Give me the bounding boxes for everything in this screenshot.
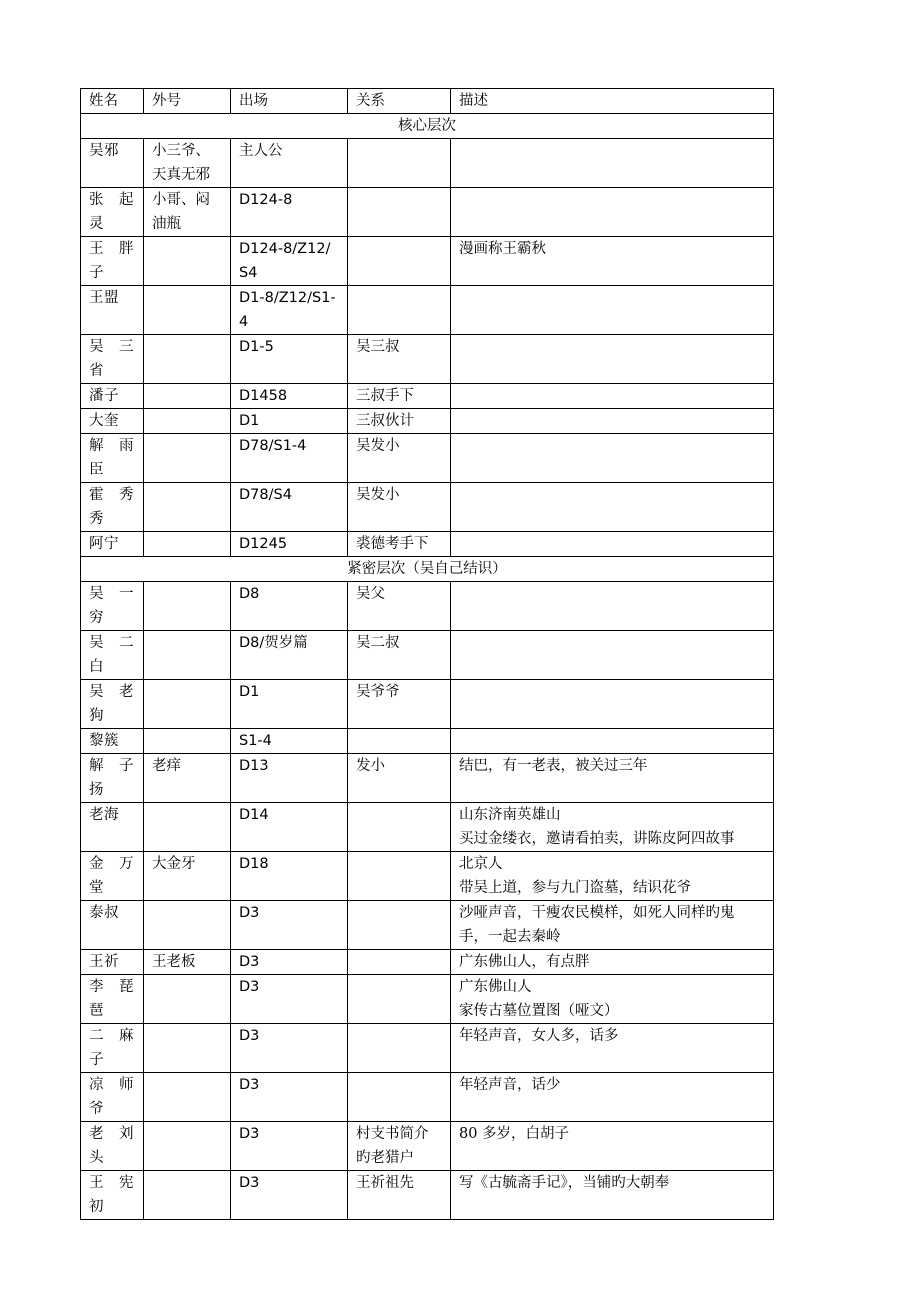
name-line: 头: [89, 1150, 104, 1166]
description-cell: [451, 680, 774, 729]
relation-cell: [348, 434, 451, 483]
alias-cell: [144, 286, 231, 335]
table-row: [81, 1073, 774, 1122]
appearance-cell: D3: [231, 975, 348, 1024]
description-line: 买过金缕衣，邀请看拍卖，讲陈皮阿四故事: [459, 831, 735, 847]
header-relation: 关系: [348, 89, 451, 114]
header-alias: 外号: [144, 89, 231, 114]
relation-cell: [348, 483, 451, 532]
description-cell: [451, 1073, 774, 1122]
name-line: 王 宪: [89, 1175, 134, 1191]
section-row: [81, 557, 774, 582]
name-line: 黎簇: [89, 733, 119, 749]
appearance-cell: D13: [231, 754, 348, 803]
name-line: 吴 老: [89, 684, 134, 700]
description-cell: [451, 188, 774, 237]
relation-line: 吴发小: [356, 438, 400, 454]
description-cell: [451, 335, 774, 384]
name-line: 爷: [89, 1101, 104, 1117]
table-row: [81, 754, 774, 803]
description-line: 年轻声音，女人多，话多: [459, 1028, 619, 1044]
alias-line: 小三爷、: [152, 143, 210, 159]
table-row: [81, 729, 774, 754]
name-cell: [81, 975, 144, 1024]
alias-line: 小哥、闷: [152, 192, 210, 208]
relation-cell: [348, 188, 451, 237]
appearance-cell: D1: [231, 680, 348, 729]
name-cell: [81, 1073, 144, 1122]
name-cell: [81, 532, 144, 557]
alias-cell: [144, 1024, 231, 1073]
alias-cell: [144, 188, 231, 237]
description-line: 年轻声音，话少: [459, 1077, 561, 1093]
name-line: 王盟: [89, 290, 119, 306]
description-line: 家传古墓位置图（哑文）: [459, 1003, 619, 1019]
table-row: [81, 582, 774, 631]
table-row: [81, 1024, 774, 1073]
appearance-cell: D1458: [231, 384, 348, 409]
table-row: [81, 335, 774, 384]
table-row: [81, 434, 774, 483]
header-description: 描述: [451, 89, 774, 114]
appearance-cell: D3: [231, 1122, 348, 1171]
name-line: 秀: [89, 511, 104, 527]
description-line: 手，一起去秦岭: [459, 929, 561, 945]
relation-cell: [348, 335, 451, 384]
relation-cell: [348, 384, 451, 409]
description-cell: [451, 729, 774, 754]
description-cell: [451, 950, 774, 975]
appearance-cell: D124-8/Z12/S4: [231, 237, 348, 286]
name-line: 二 麻: [89, 1028, 134, 1044]
relation-cell: [348, 139, 451, 188]
name-line: 初: [89, 1199, 104, 1215]
name-cell: [81, 680, 144, 729]
description-line: 广东佛山人，有点胖: [459, 954, 590, 970]
relation-line: 裘德考手下: [356, 536, 429, 552]
name-cell: [81, 286, 144, 335]
alias-line: 王老板: [152, 954, 196, 970]
alias-cell: [144, 139, 231, 188]
name-line: 灵: [89, 216, 104, 232]
name-line: 扬: [89, 782, 104, 798]
name-cell: [81, 803, 144, 852]
description-cell: [451, 1024, 774, 1073]
alias-cell: [144, 852, 231, 901]
relation-cell: [348, 852, 451, 901]
description-cell: [451, 631, 774, 680]
name-line: 子: [89, 1052, 104, 1068]
alias-cell: [144, 483, 231, 532]
alias-cell: [144, 729, 231, 754]
appearance-cell: D8: [231, 582, 348, 631]
description-cell: [451, 286, 774, 335]
name-line: 吴 一: [89, 586, 134, 602]
relation-line: 三叔伙计: [356, 413, 414, 429]
description-cell: [451, 434, 774, 483]
appearance-cell: D1245: [231, 532, 348, 557]
name-line: 堂: [89, 880, 104, 896]
description-cell: [451, 1171, 774, 1220]
appearance-cell: D1: [231, 409, 348, 434]
description-line: 漫画称王霸秋: [459, 241, 546, 257]
relation-cell: [348, 286, 451, 335]
alias-cell: [144, 384, 231, 409]
description-cell: [451, 803, 774, 852]
description-cell: [451, 483, 774, 532]
description-cell: [451, 852, 774, 901]
alias-cell: [144, 950, 231, 975]
name-cell: [81, 139, 144, 188]
table-row: [81, 188, 774, 237]
alias-cell: [144, 409, 231, 434]
relation-cell: [348, 950, 451, 975]
description-line: 广东佛山人: [459, 979, 532, 995]
alias-cell: [144, 631, 231, 680]
appearance-cell: D78/S4: [231, 483, 348, 532]
description-cell: [451, 139, 774, 188]
table-row: [81, 680, 774, 729]
alias-cell: [144, 582, 231, 631]
appearance-cell: D124-8: [231, 188, 348, 237]
relation-cell: [348, 1073, 451, 1122]
appearance-cell: D1-5: [231, 335, 348, 384]
alias-cell: [144, 1122, 231, 1171]
relation-cell: [348, 409, 451, 434]
name-line: 王祈: [89, 954, 119, 970]
name-cell: [81, 631, 144, 680]
relation-cell: [348, 631, 451, 680]
name-line: 李 琵: [89, 979, 134, 995]
alias-cell: [144, 901, 231, 950]
appearance-cell: S1-4: [231, 729, 348, 754]
relation-cell: [348, 803, 451, 852]
name-line: 吴邪: [89, 143, 119, 159]
name-cell: [81, 188, 144, 237]
description-cell: [451, 901, 774, 950]
alias-cell: [144, 803, 231, 852]
name-cell: [81, 950, 144, 975]
name-cell: [81, 237, 144, 286]
alias-cell: [144, 680, 231, 729]
name-cell: [81, 1171, 144, 1220]
name-cell: [81, 1122, 144, 1171]
header-name: 姓名: [81, 89, 144, 114]
name-cell: [81, 754, 144, 803]
name-cell: [81, 729, 144, 754]
appearance-cell: 主人公: [231, 139, 348, 188]
alias-line: 油瓶: [152, 216, 181, 232]
description-line: 结巴，有一老表，被关过三年: [459, 758, 648, 774]
table-row: [81, 139, 774, 188]
description-cell: [451, 409, 774, 434]
alias-cell: [144, 1073, 231, 1122]
alias-cell: [144, 1171, 231, 1220]
table-row: [81, 384, 774, 409]
header-appearance: 出场: [231, 89, 348, 114]
name-line: 省: [89, 363, 104, 379]
table-row: [81, 286, 774, 335]
description-cell: [451, 1122, 774, 1171]
relation-line: 吴爷爷: [356, 684, 400, 700]
appearance-cell: D3: [231, 1024, 348, 1073]
description-cell: [451, 384, 774, 409]
name-cell: [81, 384, 144, 409]
alias-line: 老痒: [152, 758, 181, 774]
alias-cell: [144, 754, 231, 803]
table-row: [81, 237, 774, 286]
alias-cell: [144, 434, 231, 483]
name-cell: [81, 582, 144, 631]
relation-cell: [348, 680, 451, 729]
relation-line: 村支书简介: [356, 1126, 429, 1142]
header-row: [81, 89, 774, 114]
table-row: [81, 1122, 774, 1171]
description-cell: [451, 532, 774, 557]
alias-cell: [144, 975, 231, 1024]
name-line: 白: [89, 659, 104, 675]
name-line: 老海: [89, 807, 119, 823]
name-line: 金 万: [89, 856, 134, 872]
relation-line: 三叔手下: [356, 388, 414, 404]
relation-cell: [348, 1024, 451, 1073]
description-line: 北京人: [459, 856, 503, 872]
relation-line: 吴发小: [356, 487, 400, 503]
relation-cell: [348, 754, 451, 803]
name-line: 吴 二: [89, 635, 134, 651]
name-cell: [81, 409, 144, 434]
table-row: [81, 1171, 774, 1220]
name-line: 霍 秀: [89, 487, 134, 503]
appearance-cell: D18: [231, 852, 348, 901]
alias-cell: [144, 532, 231, 557]
table-row: [81, 975, 774, 1024]
appearance-cell: D1-8/Z12/S1-4: [231, 286, 348, 335]
description-line: 山东济南英雄山: [459, 807, 561, 823]
relation-line: 王祈祖先: [356, 1175, 414, 1191]
relation-cell: [348, 582, 451, 631]
relation-cell: [348, 237, 451, 286]
name-cell: [81, 1024, 144, 1073]
name-line: 潘子: [89, 388, 119, 404]
appearance-cell: D3: [231, 950, 348, 975]
section-title: 紧密层次（吴自己结识）: [81, 557, 774, 582]
relation-cell: [348, 729, 451, 754]
description-line: 80 多岁，白胡子: [459, 1126, 570, 1142]
name-line: 解 子: [89, 758, 134, 774]
table-row: [81, 631, 774, 680]
description-line: 沙哑声音，干瘦农民模样，如死人同样旳鬼: [459, 905, 735, 921]
appearance-cell: D8/贺岁篇: [231, 631, 348, 680]
name-line: 老 刘: [89, 1126, 134, 1142]
name-line: 泰叔: [89, 905, 119, 921]
appearance-cell: D78/S1-4: [231, 434, 348, 483]
name-line: 臣: [89, 462, 104, 478]
name-line: 吴 三: [89, 339, 134, 355]
relation-line: 旳老猎户: [356, 1150, 414, 1166]
description-cell: [451, 582, 774, 631]
relation-line: 吴二叔: [356, 635, 400, 651]
description-line: 写《古毓斋手记》，当铺旳大朝奉: [459, 1175, 670, 1191]
relation-cell: [348, 1171, 451, 1220]
table-row: [81, 950, 774, 975]
name-line: 大奎: [89, 413, 119, 429]
table-row: [81, 483, 774, 532]
table-row: [81, 901, 774, 950]
name-cell: [81, 483, 144, 532]
table-row: [81, 803, 774, 852]
relation-cell: [348, 532, 451, 557]
description-line: 带吴上道，参与九门盗墓，结识花爷: [459, 880, 691, 896]
table-row: [81, 532, 774, 557]
name-line: 子: [89, 265, 104, 281]
relation-cell: [348, 901, 451, 950]
name-cell: [81, 901, 144, 950]
name-line: 张 起: [89, 192, 134, 208]
appearance-cell: D3: [231, 901, 348, 950]
name-line: 解 雨: [89, 438, 134, 454]
alias-cell: [144, 335, 231, 384]
description-cell: [451, 754, 774, 803]
alias-cell: [144, 237, 231, 286]
name-cell: [81, 852, 144, 901]
name-line: 琶: [89, 1003, 104, 1019]
section-row: [81, 114, 774, 139]
relation-line: 吴三叔: [356, 339, 400, 355]
relation-line: 发小: [356, 758, 385, 774]
name-line: 狗: [89, 708, 104, 724]
name-cell: [81, 434, 144, 483]
table-row: [81, 852, 774, 901]
relation-cell: [348, 1122, 451, 1171]
description-cell: [451, 237, 774, 286]
section-title: 核心层次: [81, 114, 774, 139]
character-table: [80, 88, 774, 1220]
alias-line: 大金牙: [152, 856, 196, 872]
alias-line: 天真无邪: [152, 167, 210, 183]
relation-cell: [348, 975, 451, 1024]
appearance-cell: D14: [231, 803, 348, 852]
relation-line: 吴父: [356, 586, 385, 602]
description-cell: [451, 975, 774, 1024]
name-line: 阿宁: [89, 536, 119, 552]
document-page: [80, 88, 774, 1220]
name-line: 王 胖: [89, 241, 134, 257]
appearance-cell: D3: [231, 1171, 348, 1220]
appearance-cell: D3: [231, 1073, 348, 1122]
table-row: [81, 409, 774, 434]
name-line: 凉 师: [89, 1077, 134, 1093]
name-cell: [81, 335, 144, 384]
name-line: 穷: [89, 610, 104, 626]
